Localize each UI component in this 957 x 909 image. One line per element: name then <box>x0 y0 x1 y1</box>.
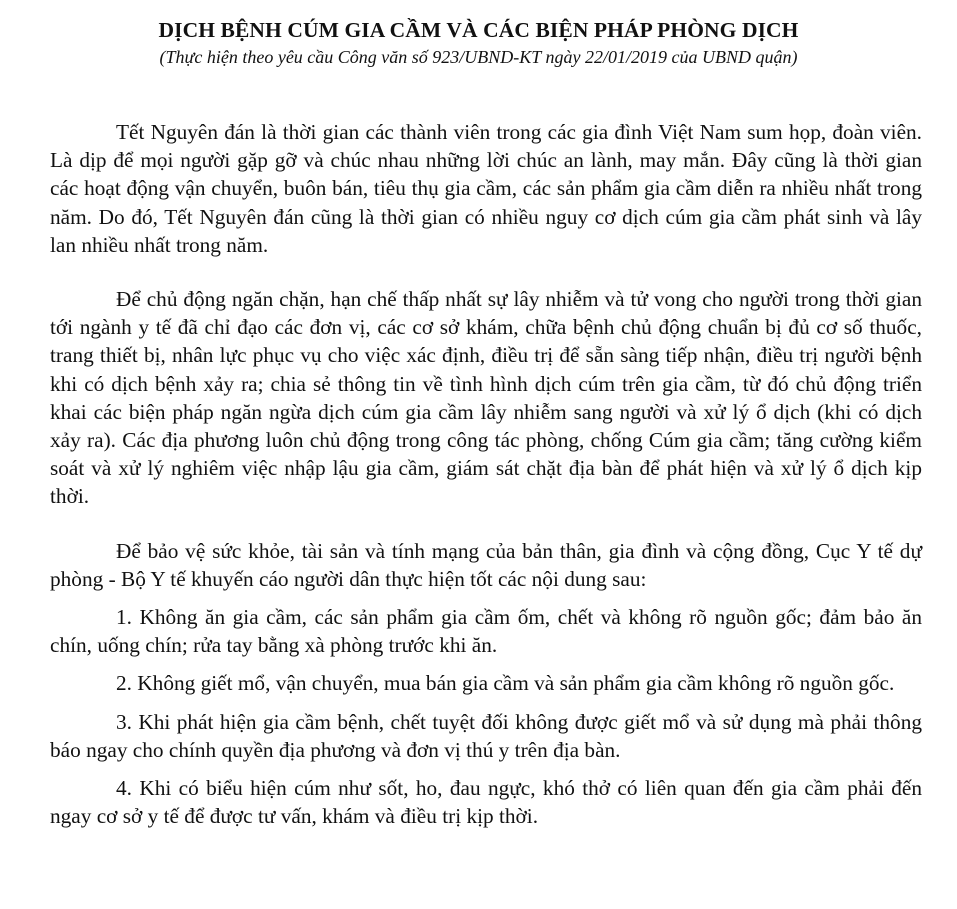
document-body <box>50 118 922 830</box>
recommendation-item-1: 1. Không ăn gia cầm, các sản phẩm gia cầm ốm, chết và không rõ nguồn gốc; đảm bảo ăn chín, uống chín; rửa tay bằng xà phòng trước khi ăn. <box>50 605 922 658</box>
paragraph-intro: Tết Nguyên đán là thời gian các thành viên trong các gia đình Việt Nam sum họp, đoàn viên. Là dịp để mọi người gặp gỡ và chúc nhau những lời chúc an lành, may mắn. Đây cũng là thời gian các hoạt động vận chuyển, buôn bán, tiêu thụ gia cầm, các sản phẩm gia cầm diễn ra nhiều nhất trong năm. Do đó, Tết Nguyên đán cũng là thời gian có nhiều nguy cơ dịch cúm gia cầm phát sinh và lây lan nhiều nhất trong năm. <box>50 120 922 257</box>
recommendation-item-3: 3. Khi phát hiện gia cầm bệnh, chết tuyệt đối không được giết mổ và sử dụng mà phải thông báo ngay cho chính quyền địa phương và đơn vị thú y trên địa bàn. <box>50 709 922 762</box>
paragraph-health-sector: Để chủ động ngăn chặn, hạn chế thấp nhất sự lây nhiễm và tử vong cho người trong thời gian tới ngành y tế đã chỉ đạo các đơn vị, các cơ sở khám, chữa bệnh chủ động chuẩn bị đủ cơ số thuốc, trang thiết bị, nhân lực phục vụ cho việc xác định, điều trị để sẵn sàng tiếp nhận, điều trị người bệnh khi có dịch bệnh xảy ra; chia sẻ thông tin về tình hình dịch cúm trên gia cầm, từ đó chủ động triển khai các biện pháp ngăn ngừa dịch cúm gia cầm lây nhiễm sang người và xử lý ổ dịch (khi có dịch xảy ra). Các địa phương luôn chủ động trong công tác phòng, chống Cúm gia cầm; tăng cường kiểm soát và xử lý nghiêm việc nhập lậu gia cầm, giám sát chặt địa bàn để phát hiện và xử lý ổ dịch kịp thời. <box>50 287 922 509</box>
document-subtitle: (Thực hiện theo yêu cầu Công văn số 923/UBND-KT ngày 22/01/2019 của UBND quận) <box>159 47 798 67</box>
paragraph-recommendation: Để bảo vệ sức khỏe, tài sản và tính mạng của bản thân, gia đình và cộng đồng, Cục Y tế dự phòng - Bộ Y tế khuyến cáo người dân thực hiện tốt các nội dung sau: <box>50 538 922 591</box>
recommendation-item-2: 2. Không giết mổ, vận chuyển, mua bán gia cầm và sản phẩm gia cầm không rõ nguồn gốc. <box>116 671 895 696</box>
recommendation-item-4: 4. Khi có biểu hiện cúm như sốt, ho, đau ngực, khó thở có liên quan đến gia cầm phải đến ngay cơ sở y tế để được tư vấn, khám và điều trị kịp thời. <box>50 776 922 829</box>
document-title: DỊCH BỆNH CÚM GIA CẦM VÀ CÁC BIỆN PHÁP PHÒNG DỊCH <box>158 18 799 42</box>
